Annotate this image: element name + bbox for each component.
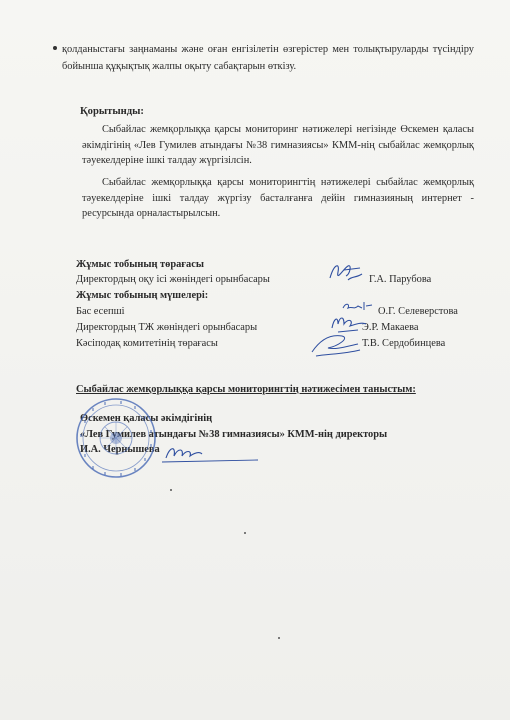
chair-heading: Жұмыс тобының төрағасы [76,259,204,270]
bullet-item [62,41,474,75]
director-line-1: Өскемен қаласы әкімдігінің [80,413,213,424]
member-position-2: Директордың ТЖ жөніндегі орынбасары [76,322,258,333]
chair-name: Г.А. Парубова [369,274,432,285]
signature-chernysheva [160,440,260,466]
signature-parubova [326,258,366,288]
conclusion-paragraph-2: Сыбайлас жемқорлыққа қарсы мониторингтің нәтижелері сыбайлас жемқорлық тәуекелдеріне ішкі талдау жүргізу басталғанға дейін гимназияның интернет - ресурсында орналастырылсын. [82,177,474,219]
chair-position: Директордың оқу ісі жөніндегі орынбасары [76,274,270,285]
director-name: И.А. Чернышева [80,444,160,455]
bullet-text: қолданыстағы заңнаманы және оған енгізілетін өзгерістер мен толықтыруларды түсіндіру бойынша құқықтық жалпы оқыту сабақтарын өткізу. [62,44,474,72]
member-position-1: Бас есепші [76,306,125,317]
member-name-2: Э.Р. Макаева [362,322,419,333]
director-line-2: «Лев Гумилев атындағы №38 гимназиясы» КММ-нің директоры [80,429,388,440]
member-name-1: О.Г. Селеверстова [378,306,458,317]
member-name-3: Т.В. Сердобинцева [362,338,446,349]
conclusion-paragraph-1: Сыбайлас жемқорлыққа қарсы мониторинг нәтижелері негізінде Өскемен қаласы әкімдігінің «Лев Гумилев атындағы №38 гимназиясы» КММ-нің сыбайлас жемқорлық тәуекелдеріне ішкі талдау жүргізілсін. [82,124,474,166]
bullet-marker [53,46,57,50]
signature-serdobintseva [308,330,362,360]
scan-speck [278,637,280,639]
official-stamp-icon [74,396,158,480]
members-heading: Жұмыс тобының мүшелері: [76,290,209,301]
scan-speck [244,532,246,534]
acknowledgement-heading: Сыбайлас жемқорлыққа қарсы мониторингтің нәтижесімен таныстым: [76,384,416,395]
scan-speck [170,489,172,491]
member-position-3: Кәсіподақ комитетінің төрағасы [76,338,218,349]
conclusions-heading: Қорытынды: [80,106,144,117]
